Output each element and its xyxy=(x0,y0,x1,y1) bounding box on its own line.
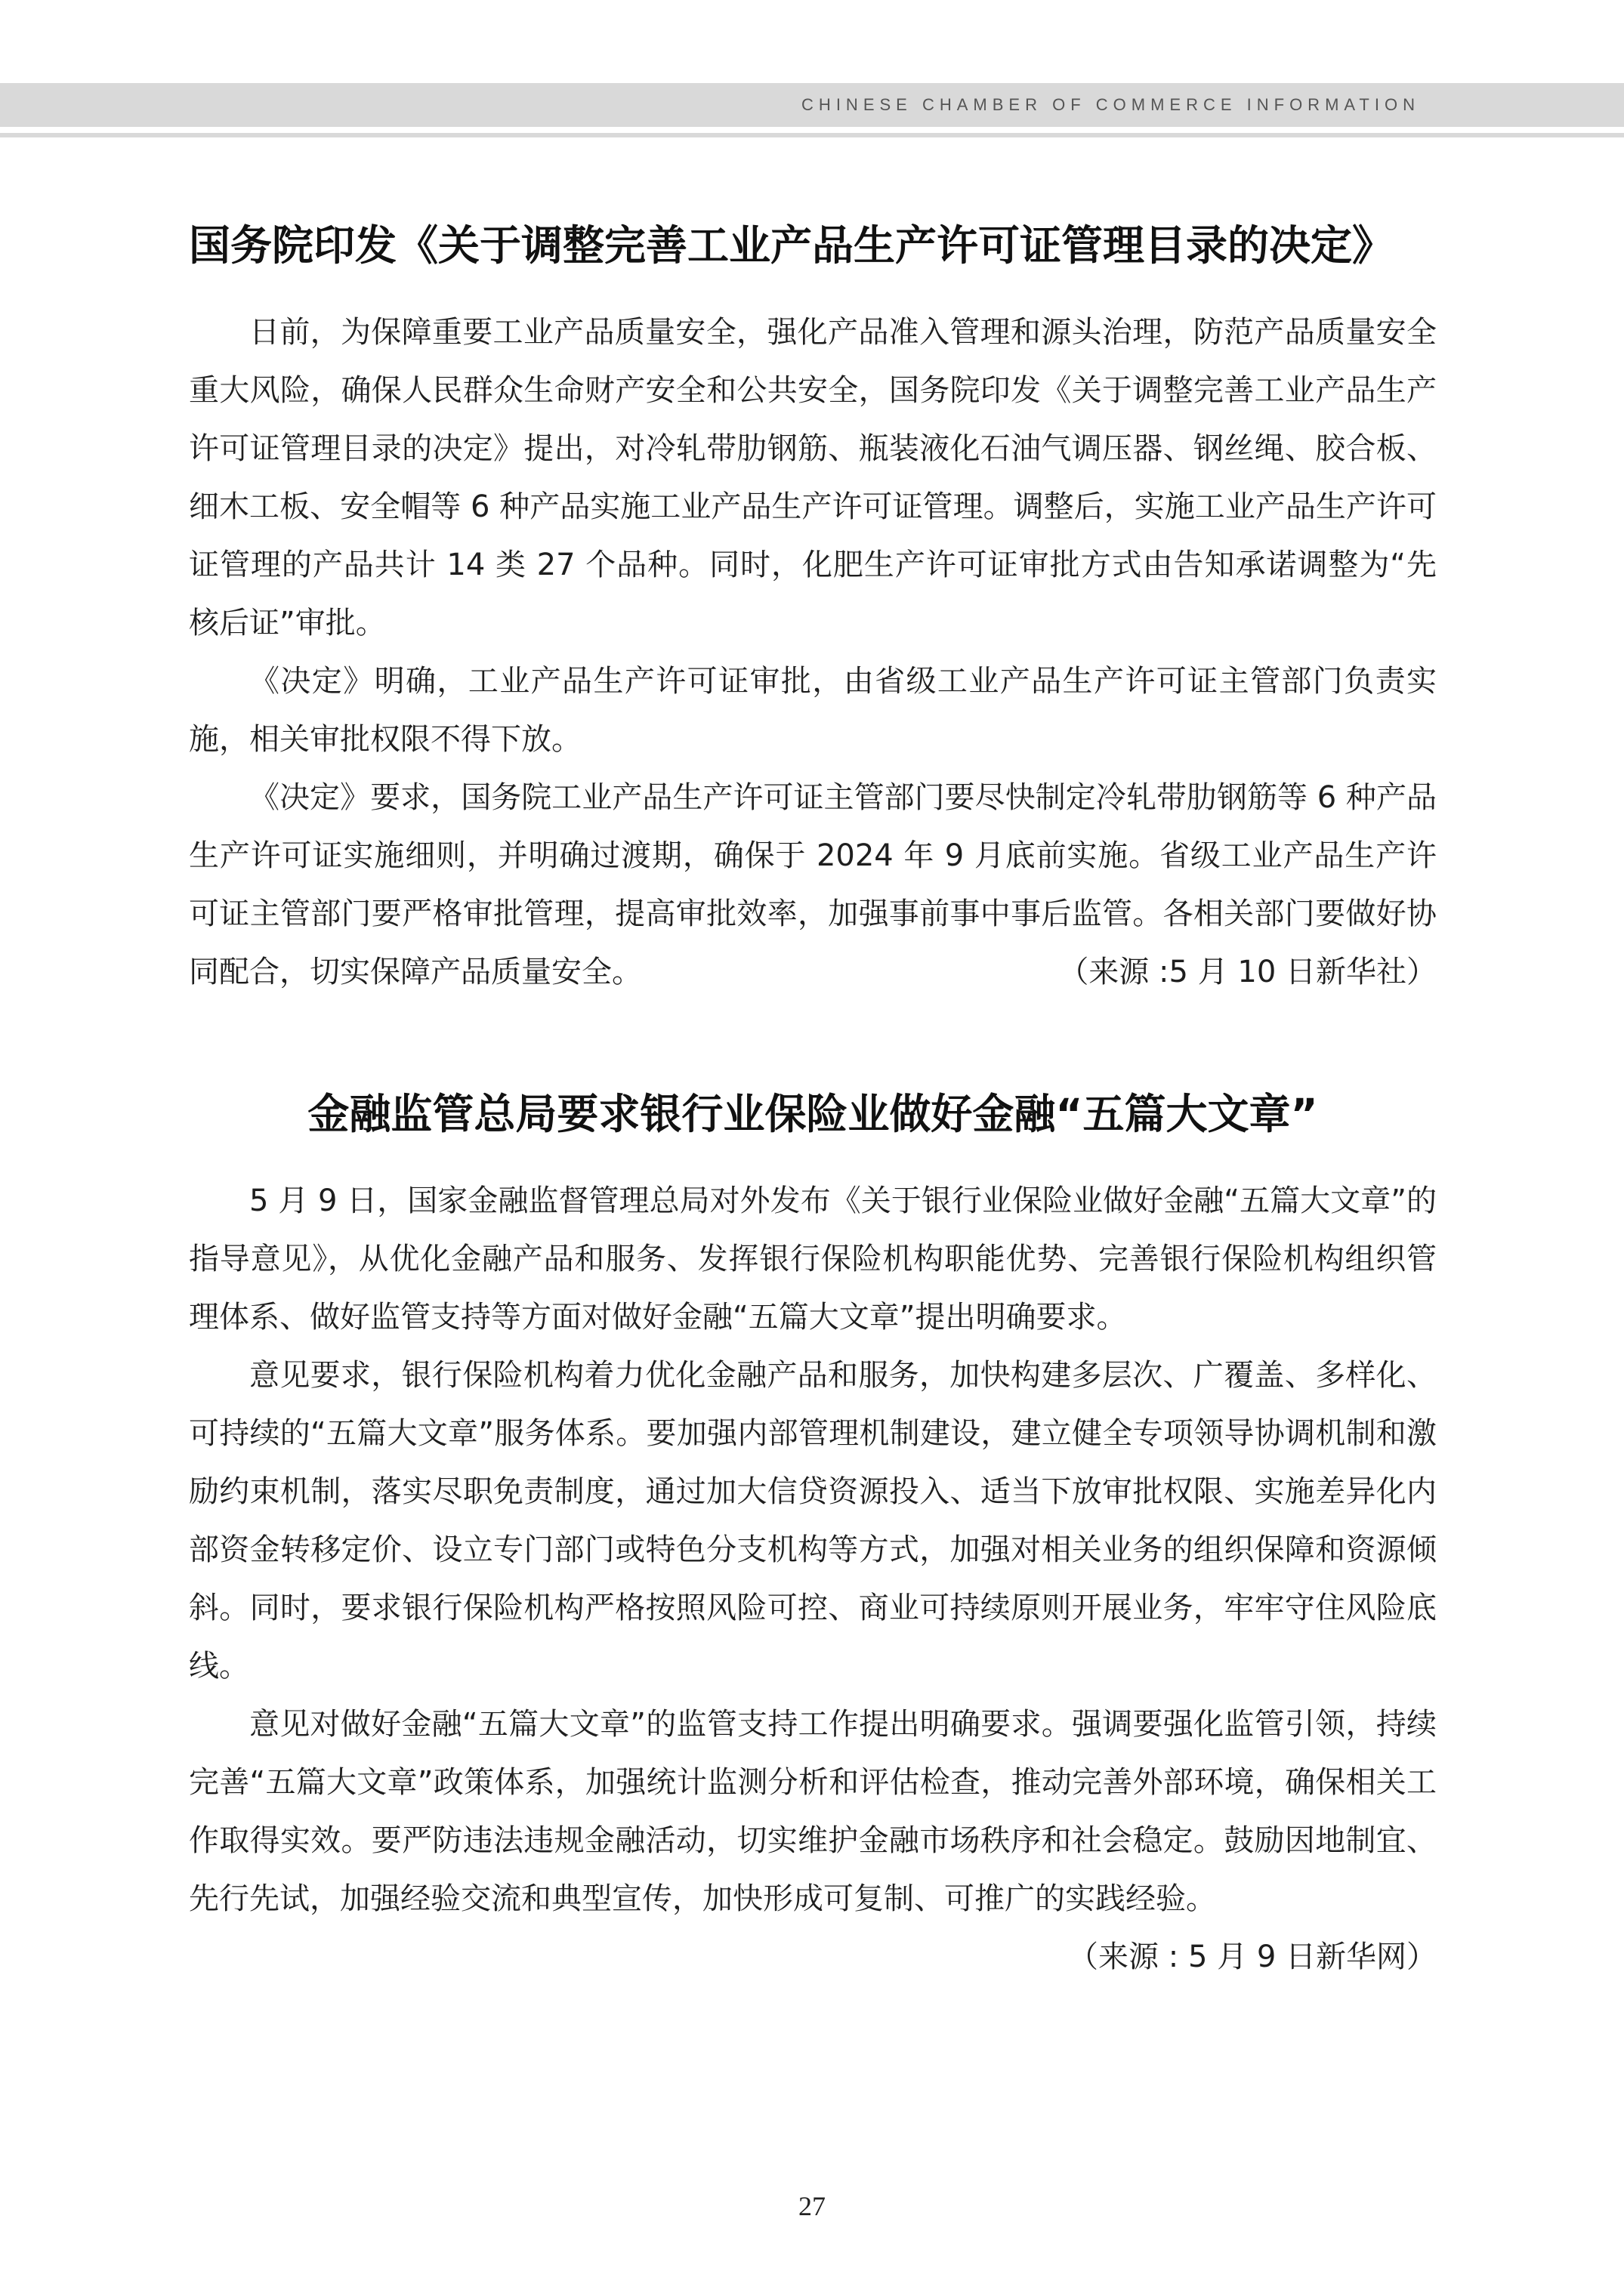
article-paragraph: 日前，为保障重要工业产品质量安全，强化产品准入管理和源头治理，防范产品质量安全重大风险，确保人民群众生命财产安全和公共安全，国务院印发《关于调整完善工业产品生产许可证管理目录的决定》提出，对冷轧带肋钢筋、瓶装液化石油气调压器、钢丝绳、胶合板、细木工板、安全帽等 6 种产品实施工业产品生产许可证管理。调整后，实施工业产品生产许可证管理的产品共计 14 类 27 个品种。同时，化肥生产许可证审批方式由告知承诺调整为“先核后证”审批。 xyxy=(189,314,1437,640)
article-paragraph-text: 《决定》要求，国务院工业产品生产许可证主管部门要尽快制定冷轧带肋钢筋等 6 种产品生产许可证实施细则，并明确过渡期，确保于 2024 年 9 月底前实施。省级工业产品生产许可证主管部门要严格审批管理，提高审批效率，加强事前事中事后监管。各相关部门要做好协同配合，切实保障产品质量安全。 xyxy=(189,779,1437,989)
article-paragraph: 《决定》明确，工业产品生产许可证审批，由省级工业产品生产许可证主管部门负责实施，相关审批权限不得下放。 xyxy=(189,663,1437,757)
article-paragraph: 意见要求，银行保险机构着力优化金融产品和服务，加快构建多层次、广覆盖、多样化、可持续的“五篇大文章”服务体系。要加强内部管理机制建设，建立健全专项领导协调机制和激励约束机制，落实尽职免责制度，通过加大信贷资源投入、适当下放审批权限、实施差异化内部资金转移定价、设立专门部门或特色分支机构等方式，加强对相关业务的组织保障和资源倾斜。同时，要求银行保险机构严格按照风险可控、商业可持续原则开展业务，牢牢守住风险底线。 xyxy=(189,1357,1437,1683)
header-divider xyxy=(0,133,1624,137)
article-paragraph xyxy=(189,769,1437,1001)
article-body xyxy=(189,1172,1437,1986)
article-source: （来源 :5 月 10 日新华社） xyxy=(1058,954,1437,989)
article-financial-regulation xyxy=(189,1088,1437,1986)
article-source: （来源 : 5 月 9 日新华网） xyxy=(1068,1939,1437,1974)
article-title: 国务院印发《关于调整完善工业产品生产许可证管理目录的决定》 xyxy=(189,221,1394,270)
article-product-license xyxy=(189,219,1437,1001)
article-title: 金融监管总局要求银行业保险业做好金融“五篇大文章” xyxy=(307,1090,1318,1138)
header-publication-name: CHINESE CHAMBER OF COMMERCE INFORMATION xyxy=(801,95,1420,114)
page-number: 27 xyxy=(798,2191,826,2221)
article-body xyxy=(189,304,1437,1001)
article-paragraph: 意见对做好金融“五篇大文章”的监管支持工作提出明确要求。强调要强化监管引领，持续完善“五篇大文章”政策体系，加强统计监测分析和评估检查，推动完善外部环境，确保相关工作取得实效。要严防违法违规金融活动，切实维护金融市场秩序和社会稳定。鼓励因地制宜、先行先试，加强经验交流和典型宣传，加快形成可复制、可推广的实践经验。 xyxy=(189,1706,1437,1916)
article-paragraph: 5 月 9 日，国家金融监督管理总局对外发布《关于银行业保险业做好金融“五篇大文章”的指导意见》，从优化金融产品和服务、发挥银行保险机构职能优势、完善银行保险机构组织管理体系、做好监管支持等方面对做好金融“五篇大文章”提出明确要求。 xyxy=(189,1183,1437,1335)
